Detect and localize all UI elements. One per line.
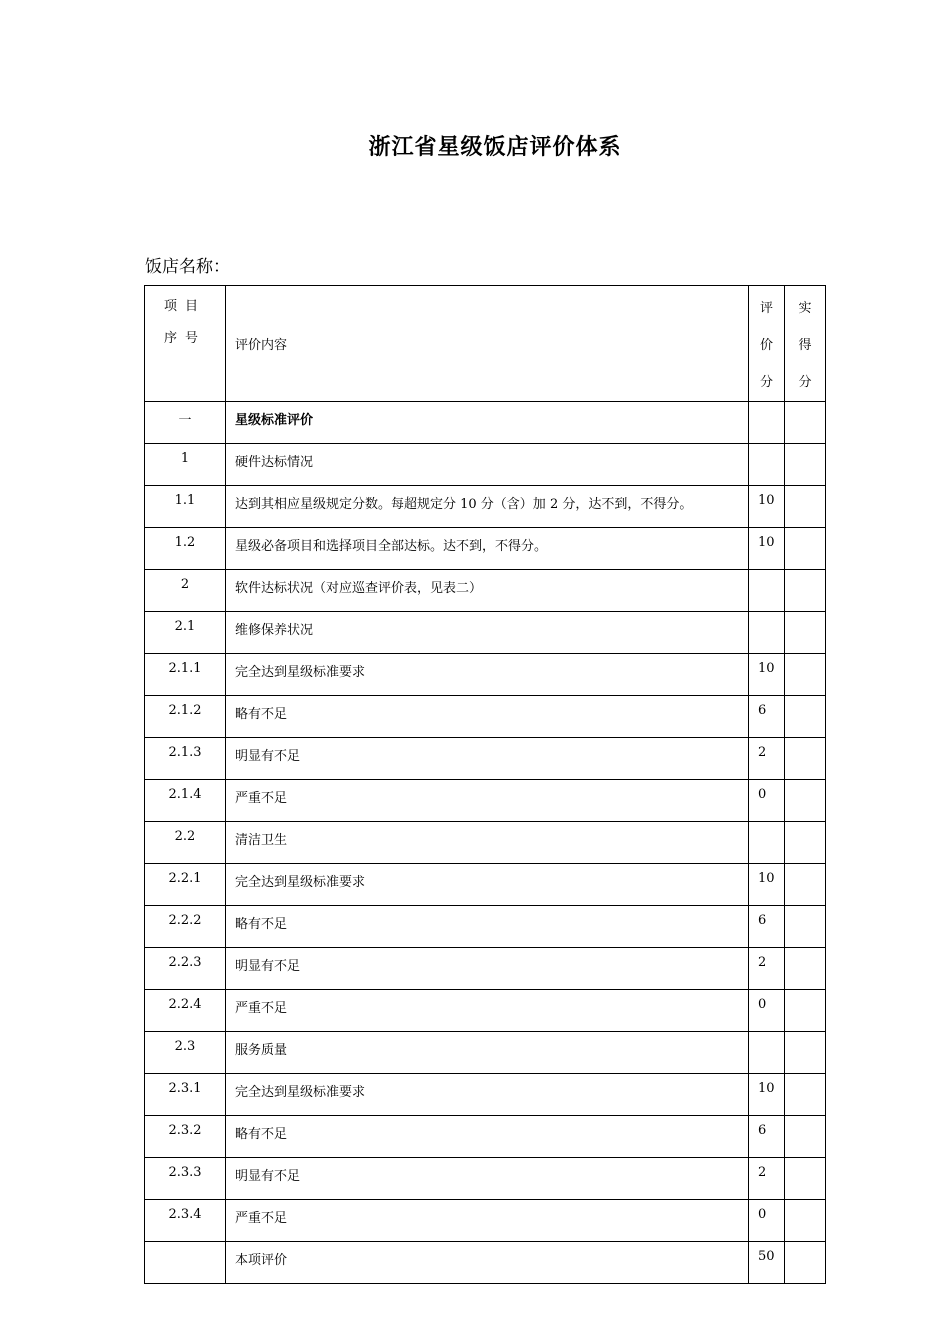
- table-row: [145, 528, 826, 570]
- score-cell: [749, 612, 785, 654]
- content-cell: 星级必备项目和选择项目全部达标。达不到，不得分。: [226, 528, 749, 570]
- content-cell: 略有不足: [226, 906, 749, 948]
- seq-cell: [145, 1242, 226, 1284]
- actual-score-cell: [785, 570, 826, 612]
- header-score-char: 分: [759, 375, 773, 390]
- content-cell: 完全达到星级标准要求: [226, 654, 749, 696]
- table-row: [145, 486, 826, 528]
- seq-cell: 2.2.1: [145, 864, 226, 906]
- actual-score-cell: [785, 654, 826, 696]
- actual-score-cell: [785, 612, 826, 654]
- actual-score-cell: [785, 528, 826, 570]
- score-cell: 10: [749, 654, 785, 696]
- table-row: [145, 654, 826, 696]
- table-row: [145, 402, 826, 444]
- actual-score-cell: [785, 1116, 826, 1158]
- content-cell: 明显有不足: [226, 1158, 749, 1200]
- content-cell: 维修保养状况: [226, 612, 749, 654]
- actual-score-cell: [785, 402, 826, 444]
- score-cell: 6: [749, 696, 785, 738]
- table-row: [145, 570, 826, 612]
- content-cell: 完全达到星级标准要求: [226, 1074, 749, 1116]
- seq-cell: 2.1.1: [145, 654, 226, 696]
- actual-score-cell: [785, 1200, 826, 1242]
- score-cell: [749, 570, 785, 612]
- score-cell: 0: [749, 780, 785, 822]
- actual-score-cell: [785, 444, 826, 486]
- header-actual-char: 分: [798, 375, 812, 390]
- table-row: [145, 1116, 826, 1158]
- header-actual-char: 得: [798, 338, 812, 353]
- actual-score-cell: [785, 486, 826, 528]
- table-row: [145, 738, 826, 780]
- actual-score-cell: [785, 1242, 826, 1284]
- seq-cell: 2.1.3: [145, 738, 226, 780]
- actual-score-cell: [785, 948, 826, 990]
- score-cell: 0: [749, 1200, 785, 1242]
- seq-cell: 2.1: [145, 612, 226, 654]
- header-score-char: 价: [759, 338, 773, 353]
- content-cell: 硬件达标情况: [226, 444, 749, 486]
- score-cell: 10: [749, 528, 785, 570]
- content-cell: 严重不足: [226, 990, 749, 1032]
- table-row: [145, 1200, 826, 1242]
- actual-score-cell: [785, 1158, 826, 1200]
- evaluation-table: [144, 285, 826, 1284]
- seq-cell: 2.2.4: [145, 990, 226, 1032]
- seq-cell: 2.3.1: [145, 1074, 226, 1116]
- table-row: [145, 612, 826, 654]
- score-cell: 6: [749, 906, 785, 948]
- seq-cell: 2.3.4: [145, 1200, 226, 1242]
- score-cell: [749, 1032, 785, 1074]
- actual-score-cell: [785, 1032, 826, 1074]
- content-cell: 严重不足: [226, 780, 749, 822]
- table-row: [145, 780, 826, 822]
- seq-cell: 2.3.2: [145, 1116, 226, 1158]
- seq-cell: 2.2.2: [145, 906, 226, 948]
- actual-score-cell: [785, 990, 826, 1032]
- header-content-cell: 评价内容: [226, 286, 749, 402]
- score-cell: 50: [749, 1242, 785, 1284]
- actual-score-cell: [785, 780, 826, 822]
- content-cell: 严重不足: [226, 1200, 749, 1242]
- hotel-name-label: 饭店名称：: [145, 257, 230, 277]
- table-header-row: [145, 286, 826, 402]
- content-cell: 略有不足: [226, 1116, 749, 1158]
- header-score-cell: [749, 286, 785, 402]
- score-cell: 2: [749, 1158, 785, 1200]
- seq-cell: 2.1.4: [145, 780, 226, 822]
- content-cell: 软件达标状况（对应巡查评价表，见表二）: [226, 570, 749, 612]
- table-row: [145, 1158, 826, 1200]
- content-cell: 明显有不足: [226, 738, 749, 780]
- actual-score-cell: [785, 738, 826, 780]
- seq-cell: 2.3.3: [145, 1158, 226, 1200]
- actual-score-cell: [785, 822, 826, 864]
- table-row: [145, 1074, 826, 1116]
- actual-score-cell: [785, 906, 826, 948]
- seq-cell: 2.2: [145, 822, 226, 864]
- seq-cell: 2: [145, 570, 226, 612]
- table-row: [145, 1032, 826, 1074]
- score-cell: 10: [749, 486, 785, 528]
- content-cell: 服务质量: [226, 1032, 749, 1074]
- score-cell: [749, 444, 785, 486]
- score-cell: [749, 402, 785, 444]
- header-seq-line1: 项目: [163, 299, 206, 314]
- content-cell: 本项评价: [226, 1242, 749, 1284]
- content-cell: 星级标准评价: [226, 402, 749, 444]
- score-cell: 2: [749, 738, 785, 780]
- seq-cell: 1: [145, 444, 226, 486]
- score-cell: 2: [749, 948, 785, 990]
- score-cell: 10: [749, 864, 785, 906]
- table-row: [145, 696, 826, 738]
- table-row: [145, 1242, 826, 1284]
- table-row: [145, 864, 826, 906]
- score-cell: 0: [749, 990, 785, 1032]
- content-cell: 明显有不足: [226, 948, 749, 990]
- actual-score-cell: [785, 1074, 826, 1116]
- score-cell: [749, 822, 785, 864]
- actual-score-cell: [785, 696, 826, 738]
- table-row: [145, 822, 826, 864]
- content-cell: 完全达到星级标准要求: [226, 864, 749, 906]
- seq-cell: 2.3: [145, 1032, 226, 1074]
- content-cell: 略有不足: [226, 696, 749, 738]
- header-seq-cell: [145, 286, 226, 402]
- table-row: [145, 906, 826, 948]
- header-score-char: 评: [759, 301, 773, 316]
- seq-cell: 2.1.2: [145, 696, 226, 738]
- header-actual-char: 实: [798, 301, 812, 316]
- content-cell: 清洁卫生: [226, 822, 749, 864]
- score-cell: 6: [749, 1116, 785, 1158]
- header-seq-line2: 序号: [163, 331, 206, 346]
- seq-cell: 1.1: [145, 486, 226, 528]
- seq-cell: 一: [145, 402, 226, 444]
- document-title: 浙江省星级饭店评价体系: [368, 135, 622, 160]
- table-row: [145, 444, 826, 486]
- actual-score-cell: [785, 864, 826, 906]
- table-row: [145, 948, 826, 990]
- seq-cell: 1.2: [145, 528, 226, 570]
- seq-cell: 2.2.3: [145, 948, 226, 990]
- score-cell: 10: [749, 1074, 785, 1116]
- content-cell: 达到其相应星级规定分数。每超规定分 10 分（含）加 2 分，达不到，不得分。: [226, 486, 749, 528]
- header-actual-score-cell: [785, 286, 826, 402]
- table-row: [145, 990, 826, 1032]
